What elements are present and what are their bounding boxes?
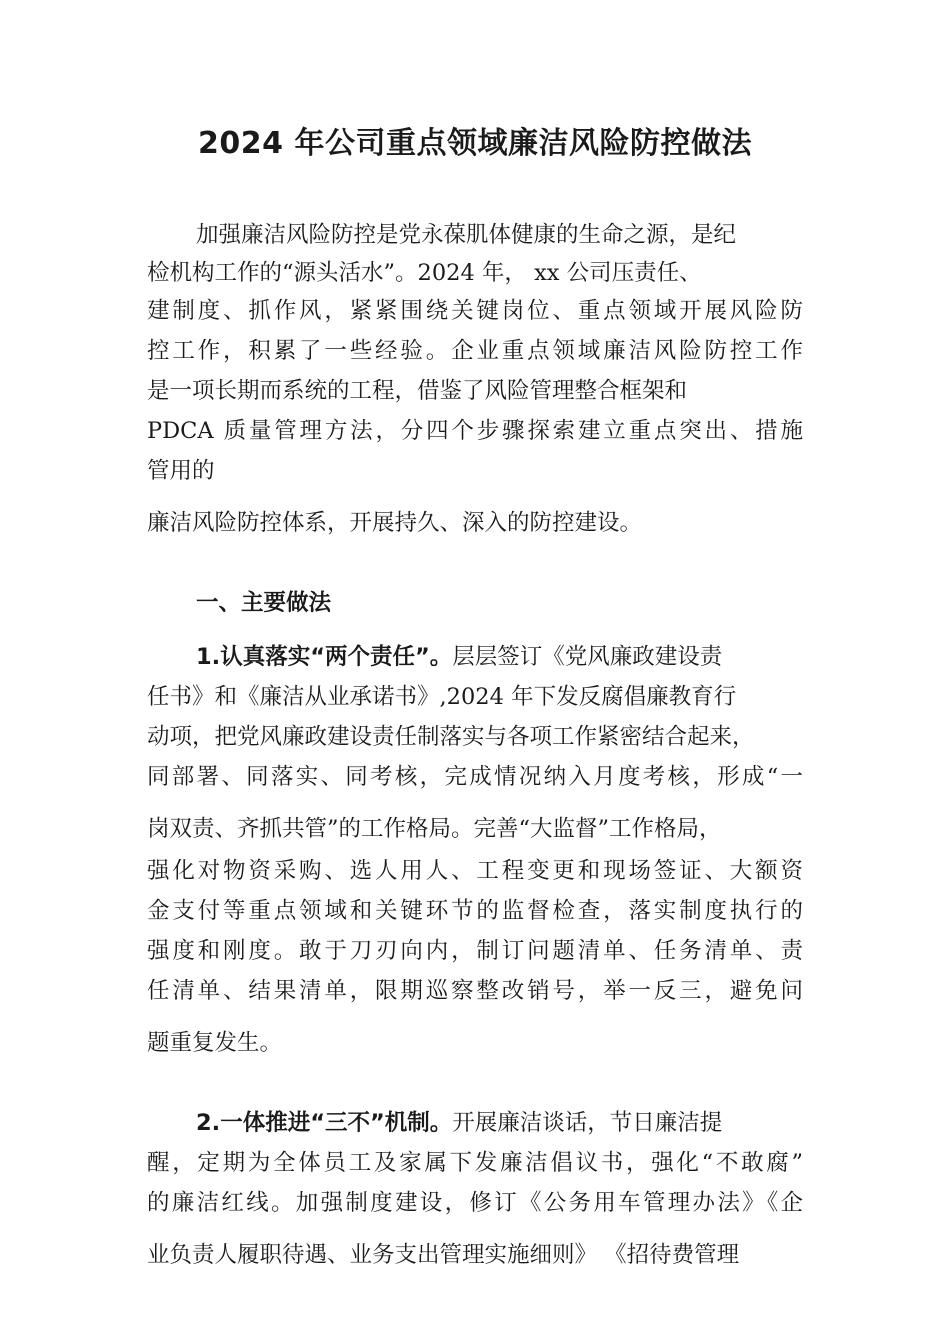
item1-line-6: 强化对物资采购、选人用人、工程变更和现场签证、大额资 xyxy=(147,858,803,884)
document-title: 2024 年公司重点领域廉洁风险防控做法 xyxy=(198,126,752,161)
intro-line-7: 管用的 xyxy=(147,458,215,484)
item1-line-1: 层层签订《党风廉政建设责 xyxy=(452,644,723,670)
item1-line-7: 金支付等重点领域和关键环节的监督检查，落实制度执行的 xyxy=(147,898,803,924)
intro-line-3: 建制度、抓作风，紧紧围绕关键岗位、重点领域开展风险防 xyxy=(147,298,803,324)
item2-first-line xyxy=(196,1112,722,1135)
item1-lead: 1.认真落实“两个责任”。 xyxy=(196,644,453,670)
item1-line-9: 任清单、结果清单，限期巡察整改销号，举一反三，避免问 xyxy=(147,978,803,1004)
item1-line-3: 动项，把党风廉政建设责任制落实与各项工作紧密结合起来， xyxy=(147,724,755,750)
item2-line-2: 醒，定期为全体员工及家属下发廉洁倡议书，强化“不敢腐” xyxy=(147,1150,803,1176)
item1-line-5: 岗双责、齐抓共管”的工作格局。完善“大监督”工作格局， xyxy=(147,816,722,842)
intro-line-8: 廉洁风险防控体系，开展持久、深入的防控建设。 xyxy=(147,510,643,536)
intro-line-1: 加强廉洁风险防控是党永葆肌体健康的生命之源，是纪 xyxy=(196,222,737,248)
section-heading: 一、主要做法 xyxy=(196,590,332,616)
item1-first-line xyxy=(196,646,722,669)
intro-line-6: PDCA 质量管理方法，分四个步骤探索建立重点突出、措施 xyxy=(147,418,803,444)
item1-line-8: 强度和刚度。敢于刀刃向内，制订问题清单、任务清单、责 xyxy=(147,938,803,964)
item1-line-10: 题重复发生。 xyxy=(147,1030,283,1056)
item2-lead: 2.一体推进“三不”机制。 xyxy=(196,1110,453,1136)
item2-line-4: 业负责人履职待遇、业务支出管理实施细则》 《招待费管理 xyxy=(147,1242,740,1268)
intro-line-5: 是一项长期而系统的工程，借鉴了风险管理整合框架和 xyxy=(147,378,688,404)
intro-line-2: 检机构工作的“源头活水”。2024 年， xx 公司压责任、 xyxy=(147,260,702,286)
item1-line-2: 任书》和《廉洁从业承诺书》,2024 年下发反腐倡廉教育行 xyxy=(147,684,737,710)
item1-line-4: 同部署、同落实、同考核，完成情况纳入月度考核，形成“一 xyxy=(147,764,803,790)
item2-line-1: 开展廉洁谈话，节日廉洁提 xyxy=(452,1110,723,1136)
intro-line-4: 控工作，积累了一些经验。企业重点领域廉洁风险防控工作 xyxy=(147,338,803,364)
item2-line-3: 的廉洁红线。加强制度建设，修订《公务用车管理办法》《企 xyxy=(147,1190,803,1216)
